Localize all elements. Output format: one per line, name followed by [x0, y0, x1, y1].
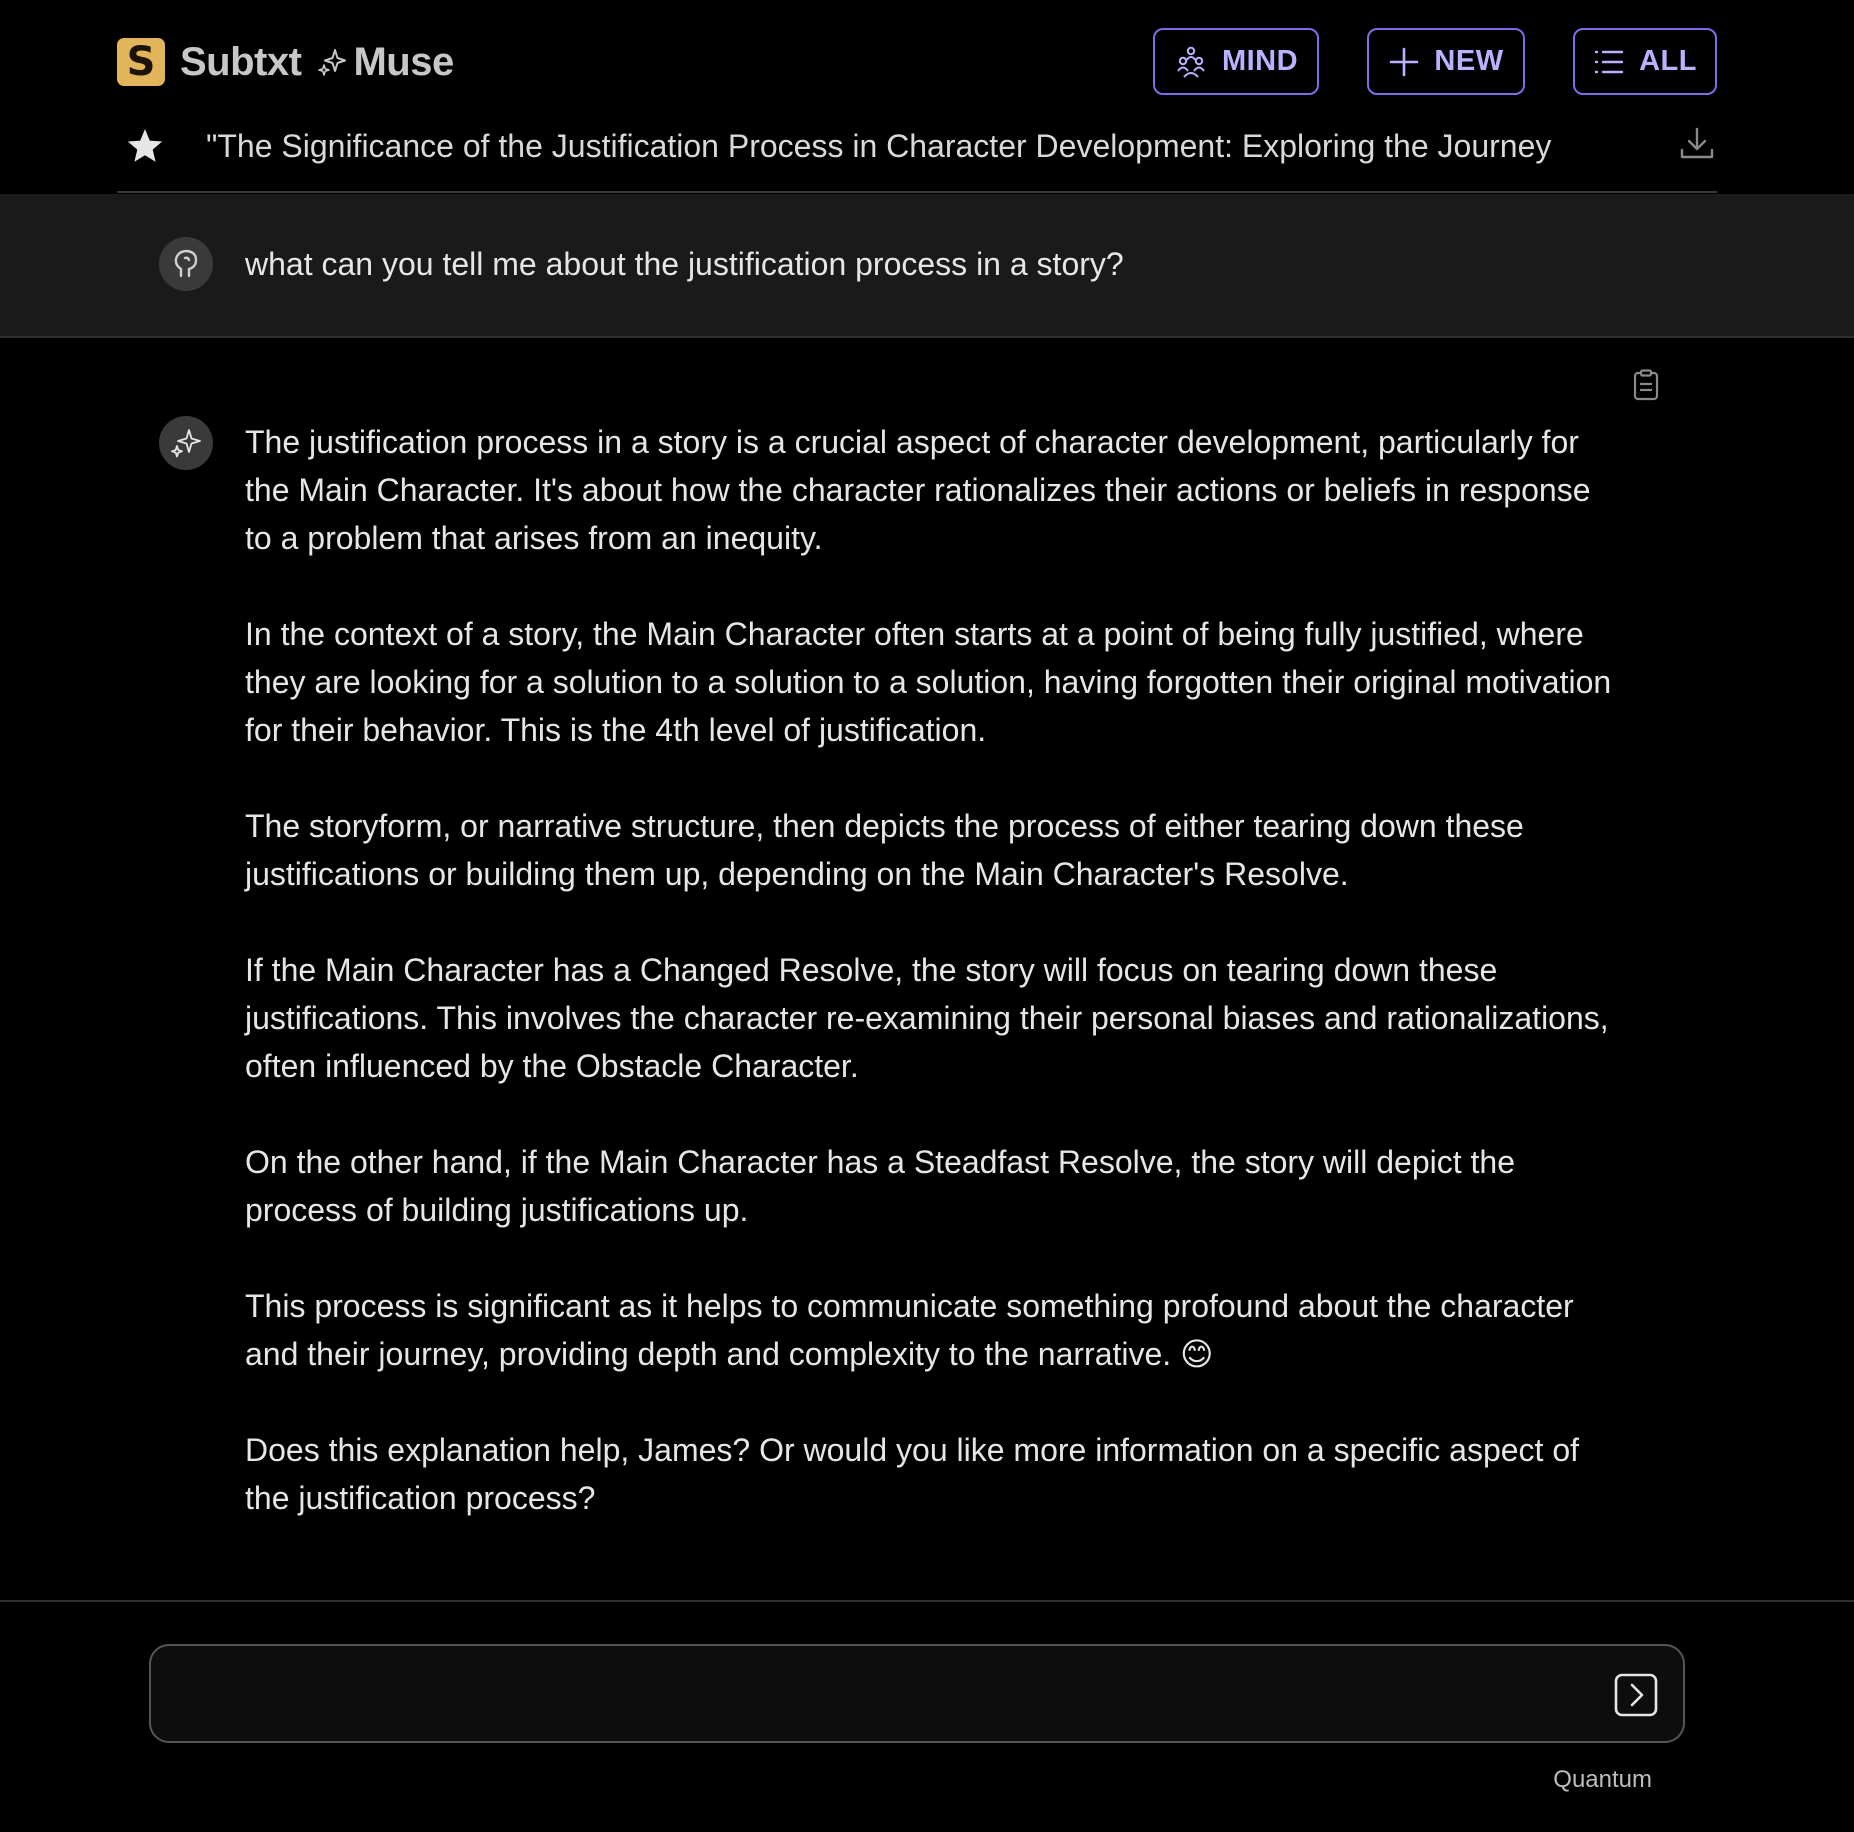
mind-button-label: MIND	[1221, 45, 1299, 77]
list-icon	[1593, 46, 1625, 78]
sparkle-icon	[317, 46, 349, 78]
assistant-message	[0, 338, 1854, 1602]
conversation-title-bar	[117, 118, 1717, 193]
user-avatar	[159, 237, 213, 291]
answer-paragraph: The storyform, or narrative structure, then depicts the process of either tearing down these justifications or building them up, depending on the Main Character's Resolve.	[245, 808, 1524, 892]
new-chat-button[interactable]	[1367, 28, 1525, 95]
model-label[interactable]: Quantum	[1553, 1766, 1652, 1793]
all-chats-button[interactable]	[1573, 28, 1717, 95]
app-logo: S	[117, 38, 165, 86]
message-input[interactable]	[181, 1670, 1561, 1718]
new-button-label: NEW	[1434, 45, 1504, 77]
answer-paragraph: If the Main Character has a Changed Resolve, the story will focus on tearing down these justifications. This involves the character re-examining their personal biases and rationalizations, often influenced by the Obstacle Character.	[245, 952, 1609, 1084]
assistant-avatar	[159, 416, 213, 470]
all-button-label: ALL	[1639, 45, 1697, 77]
plus-icon	[1388, 46, 1420, 78]
user-message-text: what can you tell me about the justification process in a story?	[245, 246, 1124, 282]
app-header	[0, 0, 1854, 194]
composer	[149, 1644, 1685, 1743]
answer-paragraph: Does this explanation help, James? Or would you like more information on a specific aspect of the justification process?	[245, 1432, 1580, 1516]
answer-paragraph: This process is significant as it helps to communicate something profound about the character and their journey, providing depth and complexity to the narrative. 😊	[245, 1288, 1574, 1372]
user-message	[0, 194, 1854, 338]
people-group-icon	[1174, 45, 1208, 79]
download-icon[interactable]	[1677, 124, 1717, 164]
answer-paragraph: On the other hand, if the Main Character has a Steadfast Resolve, the story will depict the process of building justifications up.	[245, 1144, 1516, 1228]
sparkle-icon	[169, 426, 203, 460]
answer-paragraph: The justification process in a story is a crucial aspect of character development, particularly for the Main Character. It's about how the character rationalizes their actions or beliefs in response to a problem that arises from an inequity.	[245, 424, 1591, 556]
star-icon[interactable]	[125, 126, 165, 166]
mind-button[interactable]	[1153, 28, 1319, 95]
brand[interactable]	[117, 37, 454, 87]
send-icon[interactable]	[1613, 1672, 1659, 1718]
app-name: Subtxt	[180, 39, 302, 84]
user-head-icon	[170, 248, 202, 280]
app-sub-name: Muse	[353, 39, 454, 84]
answer-paragraph: In the context of a story, the Main Character often starts at a point of being fully justified, where they are looking for a solution to a solution to a solution, having forgotten their original motivation for their behavior. This is the 4th level of justification.	[245, 616, 1612, 748]
clipboard-icon[interactable]	[1629, 368, 1663, 402]
assistant-message-text	[245, 418, 1615, 1522]
conversation-title[interactable]: "The Significance of the Justification Process in Character Development: Exploring the Journey	[206, 128, 1552, 164]
